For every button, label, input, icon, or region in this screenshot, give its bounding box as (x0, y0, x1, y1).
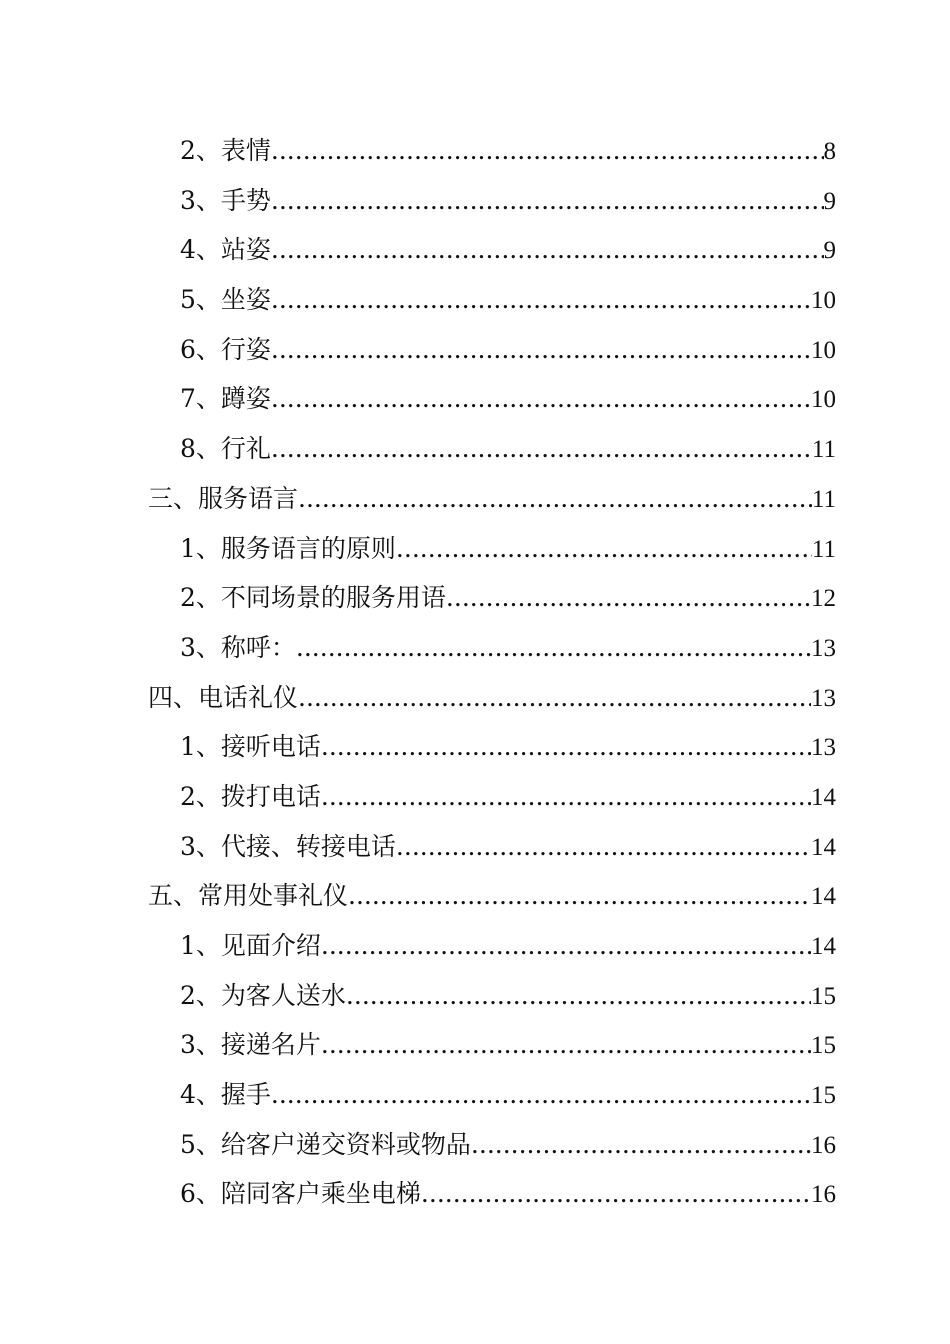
toc-entry[interactable] (148, 722, 836, 772)
toc-dot-leader (271, 1070, 811, 1120)
toc-entry[interactable] (148, 524, 836, 574)
toc-dot-leader (321, 921, 811, 971)
toc-page-number: 15 (811, 982, 836, 1010)
toc-entry[interactable] (148, 275, 836, 325)
toc-entry[interactable] (148, 1120, 836, 1170)
toc-entry-label: 1、服务语言的原则 (180, 533, 396, 563)
toc-entry[interactable] (148, 225, 836, 275)
toc-entry-label: 3、手势 (180, 185, 271, 215)
toc-entry-label: 2、拨打电话 (180, 781, 321, 811)
toc-page-number: 10 (811, 386, 836, 414)
toc-dot-leader (271, 325, 811, 375)
toc-page-number: 11 (811, 436, 836, 464)
toc-page-number: 11 (811, 535, 836, 563)
toc-entry-label: 2、不同场景的服务用语 (180, 583, 446, 613)
toc-entry[interactable] (148, 822, 836, 872)
toc-entry-label: 5、坐姿 (180, 285, 271, 315)
toc-dot-leader (321, 1020, 811, 1070)
toc-dot-leader (298, 673, 811, 723)
toc-section-heading[interactable] (148, 474, 836, 524)
toc-page-number: 9 (823, 187, 836, 215)
toc-entry[interactable] (148, 971, 836, 1021)
toc-page-number: 16 (811, 1131, 836, 1159)
toc-entry-label: 6、陪同客户乘坐电梯 (180, 1179, 421, 1209)
toc-dot-leader (296, 623, 811, 673)
toc-page-number: 14 (811, 883, 836, 911)
toc-dot-leader (271, 176, 824, 226)
toc-page-number: 14 (811, 833, 836, 861)
toc-dot-leader (346, 971, 811, 1021)
toc-entry-label: 2、为客人送水 (180, 980, 346, 1010)
toc-page-number: 12 (811, 585, 836, 613)
toc-dot-leader (271, 374, 811, 424)
toc-dot-leader (271, 225, 824, 275)
toc-entry-label: 三、服务语言 (148, 483, 299, 513)
toc-entry-label: 7、蹲姿 (180, 384, 271, 414)
toc-page-number: 10 (811, 336, 836, 364)
toc-entry-label: 2、表情 (180, 136, 271, 165)
toc-entry-label: 3、称呼： (180, 632, 296, 662)
toc-section-heading[interactable] (148, 871, 836, 921)
toc-page-number: 14 (811, 933, 836, 960)
toc-dot-leader (446, 573, 811, 623)
toc-dot-leader (396, 524, 812, 574)
toc-entry[interactable] (148, 1020, 836, 1070)
toc-entry[interactable] (148, 325, 836, 375)
toc-page-number: 13 (811, 634, 836, 662)
toc-dot-leader (298, 474, 812, 524)
toc-dot-leader (471, 1120, 811, 1170)
toc-entry-label: 8、行礼 (180, 434, 271, 464)
toc-entry[interactable] (148, 772, 836, 822)
toc-entry-label: 5、给客户递交资料或物品 (180, 1129, 471, 1159)
toc-entry-label: 4、站姿 (180, 235, 271, 265)
toc-entry-label: 6、行姿 (180, 334, 271, 364)
toc-page-number: 15 (811, 1032, 836, 1060)
toc-page-number: 9 (823, 237, 836, 265)
toc-entry[interactable] (148, 573, 836, 623)
toc-dot-leader (271, 126, 824, 176)
toc-page-number: 14 (811, 783, 836, 811)
toc-entry[interactable] (148, 424, 836, 474)
toc-entry-label: 1、见面介绍 (180, 931, 321, 960)
toc-page-number: 13 (811, 734, 836, 762)
toc-entry-label: 四、电话礼仪 (148, 682, 299, 712)
toc-section-heading[interactable] (148, 673, 836, 723)
toc-entry-label: 3、接递名片 (180, 1030, 321, 1060)
toc-entry-label: 五、常用处事礼仪 (148, 881, 349, 911)
toc-entry-label: 4、握手 (180, 1080, 271, 1110)
toc-entry[interactable] (148, 176, 836, 226)
toc-entry[interactable] (148, 374, 836, 424)
toc-entry[interactable] (148, 1169, 836, 1219)
toc-dot-leader (321, 722, 811, 772)
toc-entry-label: 1、接听电话 (180, 732, 321, 762)
table-of-contents (148, 126, 836, 1219)
toc-dot-leader (348, 871, 811, 921)
toc-entry-label: 3、代接、转接电话 (180, 831, 396, 861)
toc-page-number: 8 (823, 138, 836, 165)
toc-dot-leader (321, 772, 811, 822)
toc-page-number: 10 (811, 287, 836, 315)
toc-entry[interactable] (148, 126, 836, 176)
toc-dot-leader (421, 1169, 811, 1219)
toc-dot-leader (271, 424, 812, 474)
toc-entry[interactable] (148, 623, 836, 673)
toc-dot-leader (396, 822, 811, 872)
toc-page-number: 16 (811, 1181, 836, 1209)
toc-entry[interactable] (148, 1070, 836, 1120)
toc-dot-leader (271, 275, 811, 325)
toc-page-number: 13 (811, 684, 836, 712)
toc-page-number: 15 (811, 1082, 836, 1110)
toc-page-number: 11 (811, 485, 836, 513)
toc-entry[interactable] (148, 921, 836, 971)
